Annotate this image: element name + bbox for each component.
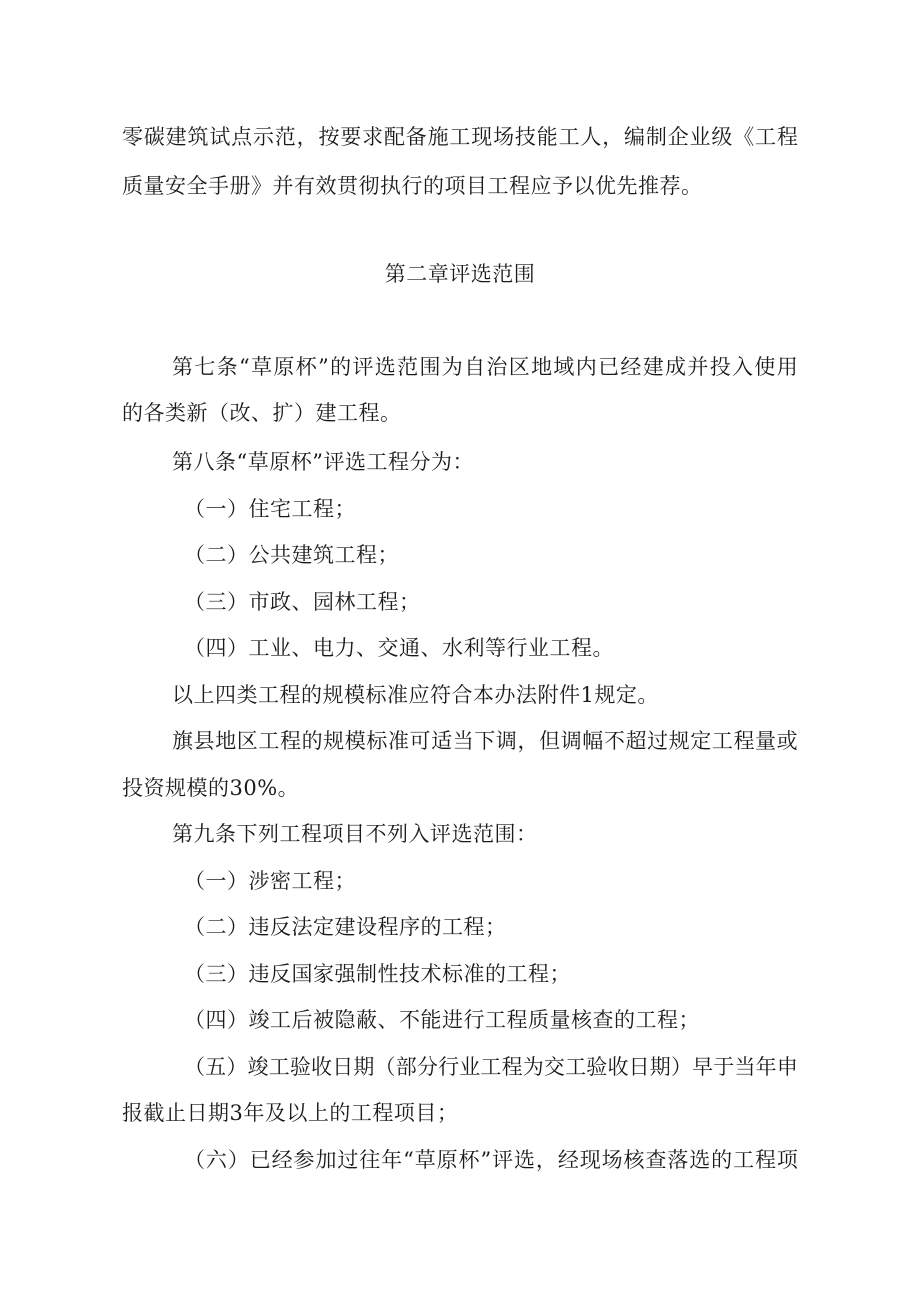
list-item: （ 六 ） 已 经 参 加 过 往 年 “ 草 原 杯 ” 评 选 ， 经 现 场 核 查 落 选 的 工 程 项: [184, 1148, 798, 1172]
list-item: （一）涉密工程；: [184, 869, 356, 893]
list-item: （ 五 ） 竣 工 验 收 日 期 （ 部 分 行 业 工 程 为 交 工 验 收 日 期 ） 早 于 当 年 申: [184, 1055, 798, 1079]
list-item: （三）市政、园林工程；: [184, 590, 421, 614]
article-8-line: 第八条“草原杯”评选工程分为：: [172, 450, 474, 474]
list-item: （四）竣工后被隐蔽、不能进行工程质量核查的工程；: [184, 1008, 700, 1032]
body-line: 的各类新（改、扩）建工程。: [122, 401, 402, 425]
body-line: 质量安全手册》并有效贯彻执行的项目工程应予以优先推荐。: [122, 174, 703, 198]
list-item: （二）违反法定建设程序的工程；: [184, 915, 507, 939]
article-7-line: 第 七 条 “ 草 原 杯 ” 的 评 选 范 围 为 自 治 区 地 域 内 已 经 建 成 并 投 入 使 用: [172, 355, 798, 379]
body-line: 报截止日期3年及以上的工程项目；: [122, 1101, 459, 1125]
body-line: 旗 县 地 区 工 程 的 规 模 标 准 可 适 当 下 调 ， 但 调 幅 不 超 过 规 定 工 程 量 或: [172, 729, 798, 753]
body-line: 投资规模的30%。: [122, 776, 300, 800]
list-item: （三）违反国家强制性技术标准的工程；: [184, 962, 571, 986]
body-line: 零 碳 建 筑 试 点 示 范 ， 按 要 求 配 备 施 工 现 场 技 能 工 人 ， 编 制 企 业 级 《 工 程: [122, 125, 798, 149]
body-line: 以上四类工程的规模标准应符合本办法附件1规定。: [172, 683, 659, 707]
list-item: （四）工业、电力、交通、水利等行业工程。: [184, 636, 614, 660]
list-item: （二）公共建筑工程；: [184, 543, 399, 567]
article-9-line: 第九条下列工程项目不列入评选范围：: [172, 822, 538, 846]
chapter-heading: 第二章评选范围: [384, 262, 536, 286]
list-item: （一）住宅工程；: [184, 497, 356, 521]
